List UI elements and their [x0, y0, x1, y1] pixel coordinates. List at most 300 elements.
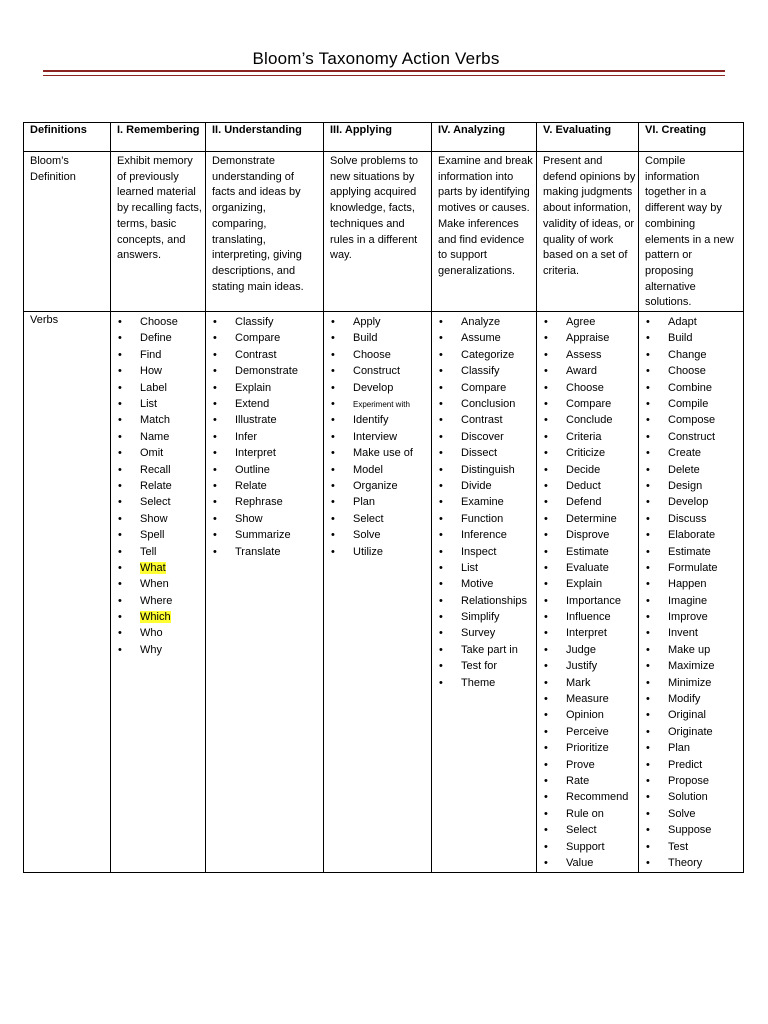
verb-item: [117, 478, 205, 494]
verb-item: [212, 511, 323, 527]
verb-item: [117, 380, 205, 396]
verb-text: Explain: [235, 381, 272, 394]
verb-text: Organize: [353, 479, 398, 492]
verb-item: [212, 412, 323, 428]
verb-item: [438, 576, 536, 592]
verb-item: [543, 511, 638, 527]
verb-text: Analyze: [461, 316, 501, 329]
verb-item: [645, 609, 743, 625]
verb-text: Criteria: [566, 430, 602, 443]
verb-list-analyzing: [438, 314, 536, 691]
verb-text: Propose: [668, 774, 709, 787]
verb-item: [117, 609, 205, 625]
verb-item: [543, 478, 638, 494]
verb-text: Predict: [668, 758, 703, 771]
verb-text: Compare: [566, 397, 612, 410]
verb-text: Dissect: [461, 447, 498, 460]
verb-text: Discover: [461, 430, 504, 443]
verb-item: [645, 544, 743, 560]
verb-item: [438, 642, 536, 658]
verb-item: [330, 494, 431, 510]
verb-item: [645, 757, 743, 773]
verb-item: [543, 494, 638, 510]
verb-text: Compose: [668, 414, 716, 427]
verb-text: Apply: [353, 316, 381, 329]
verb-item: [645, 740, 743, 756]
verb-text: Compare: [235, 332, 281, 345]
verb-item: [645, 511, 743, 527]
verb-text: Estimate: [668, 545, 711, 558]
verb-item: [645, 576, 743, 592]
verb-item: [645, 642, 743, 658]
verb-text: Criticize: [566, 447, 606, 460]
verb-text: Utilize: [353, 545, 383, 558]
verb-text: Assume: [461, 332, 501, 345]
verb-item: [543, 839, 638, 855]
verb-item: [543, 789, 638, 805]
verb-item: [438, 494, 536, 510]
verb-text: Illustrate: [235, 414, 277, 427]
verb-text: Perceive: [566, 725, 609, 738]
verb-item: [645, 773, 743, 789]
verb-text: Categorize: [461, 348, 515, 361]
verb-item: [212, 363, 323, 379]
verb-item: [543, 609, 638, 625]
verb-item: [330, 511, 431, 527]
verb-item: [438, 527, 536, 543]
header-row: [24, 123, 744, 152]
header-understanding: II. Understanding: [206, 123, 324, 152]
verb-item: [438, 511, 536, 527]
verb-item: [330, 544, 431, 560]
verb-text: Value: [566, 856, 594, 869]
verb-text: Choose: [353, 348, 391, 361]
verb-item: [645, 314, 743, 330]
verb-item: [438, 429, 536, 445]
verb-text: Show: [235, 512, 263, 525]
verb-item: [543, 707, 638, 723]
verb-item: [330, 314, 431, 330]
verb-text: Prioritize: [566, 742, 609, 755]
verb-text: List: [461, 561, 479, 574]
verb-list-applying: [330, 314, 431, 560]
verb-text: Who: [140, 627, 163, 640]
verb-item: [543, 757, 638, 773]
verb-item: [438, 396, 536, 412]
verb-text: Label: [140, 381, 167, 394]
verb-item: [438, 544, 536, 560]
verb-text: Develop: [668, 496, 709, 509]
verb-list-understanding: [212, 314, 323, 560]
verb-text: Improve: [668, 611, 708, 624]
verbs-creating: [639, 312, 744, 873]
verb-item: [330, 445, 431, 461]
verb-item: [543, 822, 638, 838]
verb-item: [645, 396, 743, 412]
verb-text: Translate: [235, 545, 281, 558]
verb-item: [212, 314, 323, 330]
definition-applying: Solve problems to new situations by applying acquired knowledge, facts, techniques and rules in a different way.: [324, 152, 432, 312]
verb-text: Interpret: [566, 627, 607, 640]
header-evaluating: V. Evaluating: [537, 123, 639, 152]
definition-remembering: Exhibit memory of previously learned material by recalling facts, terms, basic concepts, and answers.: [111, 152, 206, 312]
verb-text: Classify: [461, 365, 500, 378]
verb-item: [330, 478, 431, 494]
verb-text: Select: [140, 496, 171, 509]
verb-text: Choose: [140, 316, 178, 329]
verb-item: [543, 560, 638, 576]
verb-item: [438, 445, 536, 461]
verb-item: [543, 527, 638, 543]
verb-text: Examine: [461, 496, 504, 509]
verb-item: [543, 593, 638, 609]
verb-item: [645, 593, 743, 609]
verb-text: Judge: [566, 643, 596, 656]
verb-item: [543, 658, 638, 674]
verb-item: [438, 658, 536, 674]
verb-item: [212, 478, 323, 494]
verb-text: Appraise: [566, 332, 610, 345]
verb-text: Match: [140, 414, 170, 427]
verb-text: Rate: [566, 774, 590, 787]
verb-list-remembering: [117, 314, 205, 658]
verb-text: Solve: [668, 807, 696, 820]
verb-text: Develop: [353, 381, 394, 394]
verb-item: [117, 396, 205, 412]
verb-text: Which: [140, 611, 171, 624]
verbs-remembering: [111, 312, 206, 873]
verb-text: Identify: [353, 414, 389, 427]
verb-text: Create: [668, 447, 702, 460]
verb-item: [330, 412, 431, 428]
verb-item: [543, 855, 638, 871]
verb-item: [212, 429, 323, 445]
verb-item: [117, 593, 205, 609]
verb-item: [645, 494, 743, 510]
verb-item: [438, 330, 536, 346]
verb-text: Define: [140, 332, 172, 345]
verb-text: Test: [668, 840, 689, 853]
verb-item: [330, 347, 431, 363]
verb-text: Change: [668, 348, 707, 361]
verb-text: Model: [353, 463, 383, 476]
verb-item: [645, 789, 743, 805]
verb-item: [212, 462, 323, 478]
verb-text: Build: [668, 332, 693, 345]
verb-text: Suppose: [668, 824, 712, 837]
verb-text: Classify: [235, 316, 274, 329]
verb-text: Construct: [353, 365, 401, 378]
title-rule-thick: [43, 70, 725, 72]
verb-text: Measure: [566, 693, 609, 706]
verb-item: [330, 527, 431, 543]
verb-item: [645, 675, 743, 691]
verb-text: How: [140, 365, 163, 378]
verb-item: [117, 330, 205, 346]
verb-item: [543, 642, 638, 658]
verb-item: [117, 527, 205, 543]
verb-text: Spell: [140, 529, 165, 542]
verb-text: Choose: [566, 381, 604, 394]
verb-item: [645, 625, 743, 641]
verb-text: Function: [461, 512, 504, 525]
verb-text: Motive: [461, 578, 494, 591]
verbs-analyzing: [432, 312, 537, 873]
verb-text: Distinguish: [461, 463, 515, 476]
verb-item: [645, 478, 743, 494]
verb-text: Minimize: [668, 676, 712, 689]
verb-text: Find: [140, 348, 162, 361]
verb-item: [543, 380, 638, 396]
verbs-understanding: [206, 312, 324, 873]
verb-text: Interview: [353, 430, 398, 443]
verb-item: [330, 380, 431, 396]
verb-item: [117, 560, 205, 576]
verb-text: Adapt: [668, 316, 697, 329]
verbs-row-label: Verbs: [24, 312, 111, 873]
verb-item: [543, 773, 638, 789]
verb-text: Inspect: [461, 545, 497, 558]
verb-text: Recommend: [566, 791, 629, 804]
verb-text: Choose: [668, 365, 706, 378]
verb-item: [438, 412, 536, 428]
verb-text: Disprove: [566, 529, 610, 542]
verb-text: Compare: [461, 381, 507, 394]
verb-text: Plan: [668, 742, 691, 755]
verb-item: [330, 363, 431, 379]
verb-text: Interpret: [235, 447, 276, 460]
verb-text: Deduct: [566, 479, 601, 492]
verb-text: When: [140, 578, 169, 591]
title-rule-thin: [43, 75, 725, 76]
verb-item: [645, 429, 743, 445]
verb-text: Assess: [566, 348, 602, 361]
verb-item: [438, 380, 536, 396]
verb-text: Importance: [566, 594, 622, 607]
verb-text: Combine: [668, 381, 713, 394]
header-definitions: Definitions: [24, 123, 111, 152]
verb-item: [212, 380, 323, 396]
verb-item: [543, 330, 638, 346]
verb-text: Compile: [668, 397, 709, 410]
verb-text: Contrast: [461, 414, 503, 427]
verb-text: Conclude: [566, 414, 613, 427]
verb-item: [645, 691, 743, 707]
verb-item: [330, 429, 431, 445]
verb-item: [117, 445, 205, 461]
verb-item: [645, 445, 743, 461]
verb-text: Contrast: [235, 348, 277, 361]
verb-text: Modify: [668, 693, 701, 706]
verb-text: Happen: [668, 578, 707, 591]
verb-item: [543, 740, 638, 756]
verb-item: [212, 396, 323, 412]
verb-item: [117, 544, 205, 560]
verb-text: Elaborate: [668, 529, 716, 542]
verb-text: Inference: [461, 529, 507, 542]
verb-item: [645, 822, 743, 838]
verb-text: Select: [566, 824, 597, 837]
verb-item: [543, 806, 638, 822]
verb-text: Infer: [235, 430, 258, 443]
verb-item: [330, 330, 431, 346]
verb-text: Determine: [566, 512, 617, 525]
verb-text: Experiment with: [353, 399, 410, 409]
verb-item: [645, 462, 743, 478]
verb-text: Design: [668, 479, 703, 492]
verb-item: [543, 347, 638, 363]
verb-item: [117, 625, 205, 641]
verb-item: [330, 396, 431, 412]
verb-text: Plan: [353, 496, 376, 509]
verb-text: Originate: [668, 725, 713, 738]
verb-item: [645, 560, 743, 576]
verb-item: [645, 380, 743, 396]
verb-item: [117, 347, 205, 363]
verb-item: [438, 675, 536, 691]
verb-item: [438, 347, 536, 363]
definition-understanding: Demonstrate understanding of facts and ideas by organizing, comparing, translating, interpreting, giving descriptions, and stating main ideas.: [206, 152, 324, 312]
verb-item: [543, 724, 638, 740]
verb-text: Where: [140, 594, 173, 607]
verb-item: [438, 593, 536, 609]
verb-text: Survey: [461, 627, 496, 640]
verb-text: Relationships: [461, 594, 528, 607]
verb-text: Award: [566, 365, 597, 378]
verbs-evaluating: [537, 312, 639, 873]
verb-text: Mark: [566, 676, 591, 689]
verb-text: Make up: [668, 643, 711, 656]
verb-text: Discuss: [668, 512, 707, 525]
verb-item: [438, 478, 536, 494]
verb-text: Agree: [566, 316, 596, 329]
verb-item: [645, 724, 743, 740]
verb-item: [212, 347, 323, 363]
verb-text: Formulate: [668, 561, 718, 574]
verb-text: Evaluate: [566, 561, 609, 574]
verb-item: [543, 429, 638, 445]
verb-item: [117, 576, 205, 592]
verb-item: [117, 642, 205, 658]
verb-text: Simplify: [461, 611, 500, 624]
verbs-row: [24, 312, 744, 873]
verb-text: Influence: [566, 611, 611, 624]
verb-text: Estimate: [566, 545, 609, 558]
verb-item: [117, 429, 205, 445]
verb-item: [543, 314, 638, 330]
verb-item: [645, 330, 743, 346]
verb-item: [212, 445, 323, 461]
verb-text: Support: [566, 840, 605, 853]
header-applying: III. Applying: [324, 123, 432, 152]
verb-text: Delete: [668, 463, 700, 476]
verb-text: Explain: [566, 578, 603, 591]
verb-item: [645, 412, 743, 428]
verb-text: Defend: [566, 496, 602, 509]
verb-text: Show: [140, 512, 168, 525]
verb-text: Justify: [566, 660, 598, 673]
verb-text: Tell: [140, 545, 157, 558]
verb-item: [543, 462, 638, 478]
verb-text: Maximize: [668, 660, 715, 673]
verb-text: Rule on: [566, 807, 604, 820]
header-analyzing: IV. Analyzing: [432, 123, 537, 152]
verb-text: Opinion: [566, 709, 604, 722]
verb-text: Omit: [140, 447, 164, 460]
definition-evaluating: Present and defend opinions by making judgments about information, validity of ideas, or quality of work based on a set of criteria.: [537, 152, 639, 312]
verb-item: [117, 511, 205, 527]
verb-item: [212, 330, 323, 346]
verb-text: Summarize: [235, 529, 291, 542]
definition-row: [24, 152, 744, 312]
verb-item: [645, 527, 743, 543]
verb-text: Prove: [566, 758, 595, 771]
verb-item: [543, 625, 638, 641]
verb-list-creating: [645, 314, 743, 871]
verb-item: [117, 462, 205, 478]
verb-text: Relate: [140, 479, 172, 492]
verb-list-evaluating: [543, 314, 638, 871]
header-remembering: I. Remembering: [111, 123, 206, 152]
verb-text: Imagine: [668, 594, 708, 607]
verb-text: Why: [140, 643, 162, 656]
verb-text: Original: [668, 709, 706, 722]
verb-item: [543, 691, 638, 707]
verb-item: [212, 494, 323, 510]
verb-item: [117, 363, 205, 379]
verb-item: [438, 560, 536, 576]
taxonomy-table: [23, 122, 744, 873]
verb-text: Theory: [668, 856, 703, 869]
verb-item: [438, 314, 536, 330]
verb-text: Conclusion: [461, 397, 516, 410]
verb-text: Rephrase: [235, 496, 283, 509]
verb-text: List: [140, 397, 158, 410]
verb-text: Extend: [235, 397, 270, 410]
verb-text: Demonstrate: [235, 365, 298, 378]
verbs-applying: [324, 312, 432, 873]
definition-creating: Compile information together in a different way by combining elements in a new pattern or proposing alternative solutions.: [639, 152, 744, 312]
verb-text: Outline: [235, 463, 270, 476]
verb-item: [543, 445, 638, 461]
header-creating: VI. Creating: [639, 123, 744, 152]
verb-item: [543, 412, 638, 428]
verb-text: Select: [353, 512, 384, 525]
verb-text: Test for: [461, 660, 498, 673]
verb-text: Name: [140, 430, 170, 443]
verb-item: [212, 527, 323, 543]
verb-text: Take part in: [461, 643, 518, 656]
verb-item: [543, 544, 638, 560]
verb-text: Relate: [235, 479, 267, 492]
verb-item: [543, 396, 638, 412]
verb-text: Build: [353, 332, 378, 345]
verb-item: [543, 363, 638, 379]
verb-item: [645, 707, 743, 723]
verb-item: [543, 675, 638, 691]
definition-analyzing: Examine and break information into parts by identifying motives or causes. Make inferences and find evidence to support generalizations.: [432, 152, 537, 312]
verb-text: Recall: [140, 463, 171, 476]
verb-text: Invent: [668, 627, 698, 640]
verb-item: [117, 412, 205, 428]
verb-item: [212, 544, 323, 560]
verb-item: [438, 625, 536, 641]
verb-text: Construct: [668, 430, 716, 443]
verb-text: Divide: [461, 479, 492, 492]
verb-item: [645, 806, 743, 822]
verb-text: What: [140, 561, 166, 574]
verb-item: [645, 855, 743, 871]
